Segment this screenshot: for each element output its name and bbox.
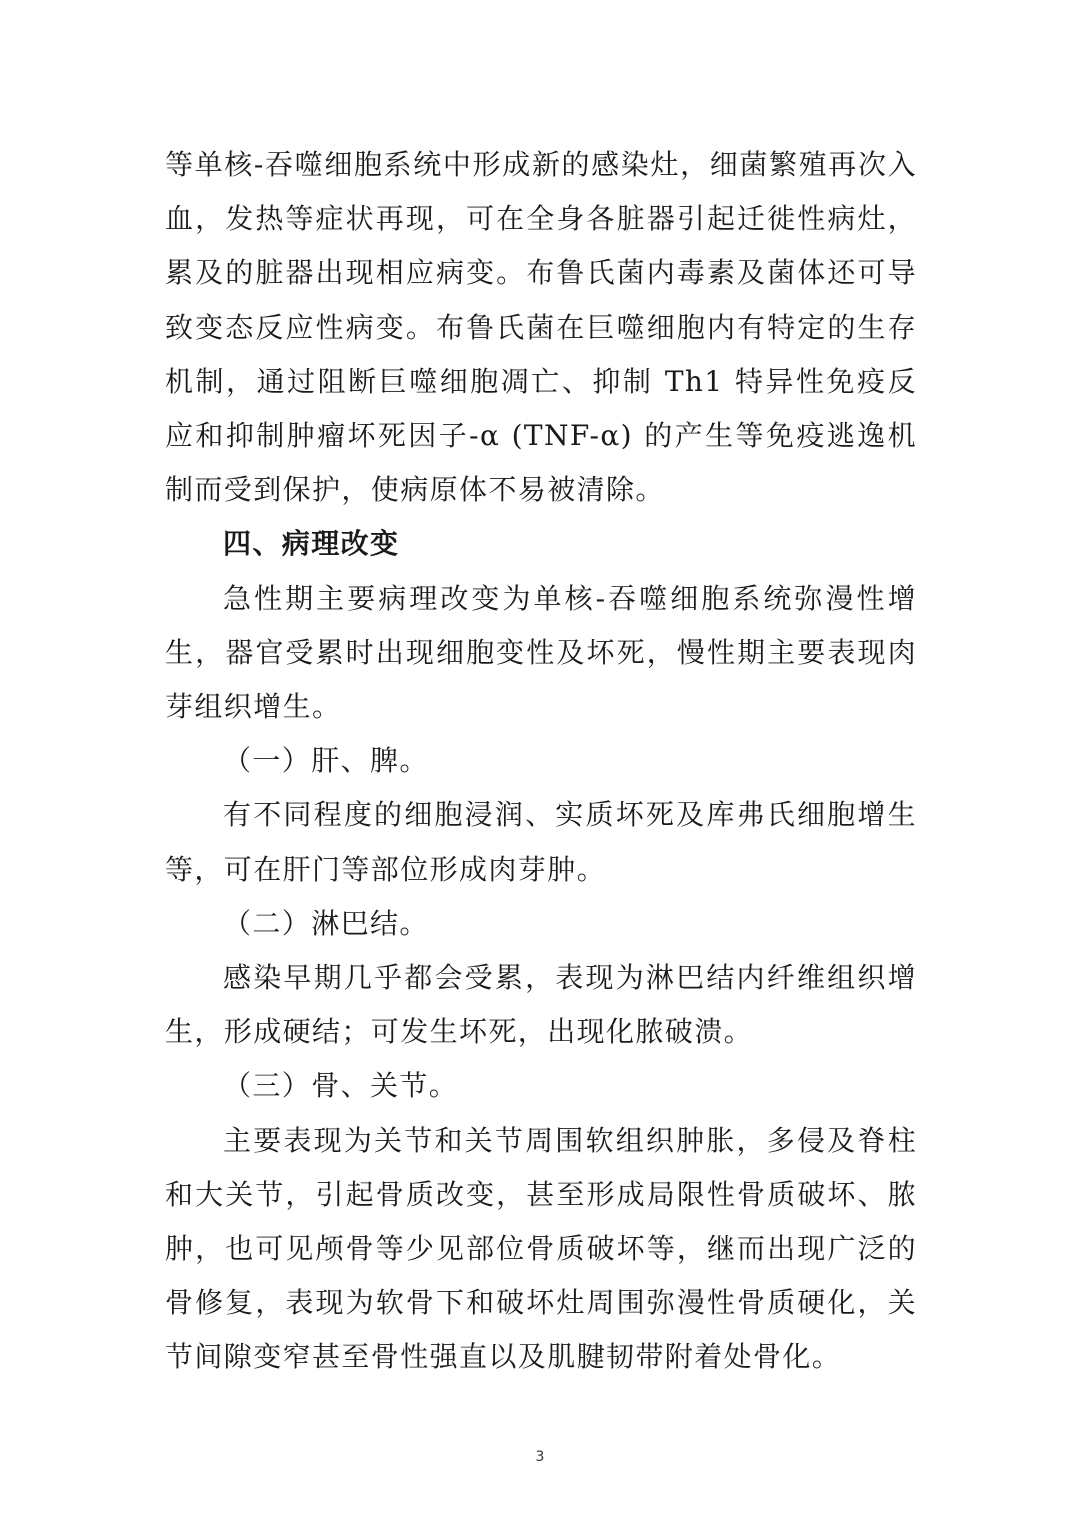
page-number: 3 <box>535 1449 545 1465</box>
subheading-liver-spleen: （一）肝、脾。 <box>223 744 429 778</box>
paragraph-lymph-nodes: 感染早期几乎都会受累，表现为淋巴结内纤维组织增生，形成硬结；可发生坏死，出现化脓破溃。 <box>165 961 917 1049</box>
paragraph-bone-joint: 主要表现为关节和关节周围软组织肿胀，多侵及脊柱和大关节，引起骨质改变，甚至形成局限性骨质破坏、脓肿，也可见颅骨等少见部位骨质破坏等，继而出现广泛的骨修复，表现为软骨下和破坏灶周围弥漫性骨质硬化，关节间隙变窄甚至骨性强直以及肌腱韧带附着处骨化。 <box>165 1123 917 1374</box>
document-body <box>165 138 917 1385</box>
section-heading: 四、病理改变 <box>223 527 400 561</box>
subheading-bone-joint: （三）骨、关节。 <box>223 1069 459 1103</box>
paragraph-liver-spleen: 有不同程度的细胞浸润、实质坏死及库弗氏细胞增生等，可在肝门等部位形成肉芽肿。 <box>165 798 917 886</box>
subheading-lymph-nodes: （二）淋巴结。 <box>223 906 429 940</box>
paragraph-continued: 等单核-吞噬细胞系统中形成新的感染灶，细菌繁殖再次入血，发热等症状再现，可在全身各脏器引起迁徙性病灶，累及的脏器出现相应病变。布鲁氏菌内毒素及菌体还可导致变态反应性病变。布鲁氏菌在巨噬细胞内有特定的生存机制，通过阻断巨噬细胞凋亡、抑制 Th1 特异性免疫反应和抑制肿瘤坏死因子-α (TNF-α) 的产生等免疫逃逸机制而受到保护，使病原体不易被清除。 <box>165 148 917 507</box>
paragraph-pathology-overview: 急性期主要病理改变为单核-吞噬细胞系统弥漫性增生，器官受累时出现细胞变性及坏死，慢性期主要表现肉芽组织增生。 <box>165 581 917 724</box>
